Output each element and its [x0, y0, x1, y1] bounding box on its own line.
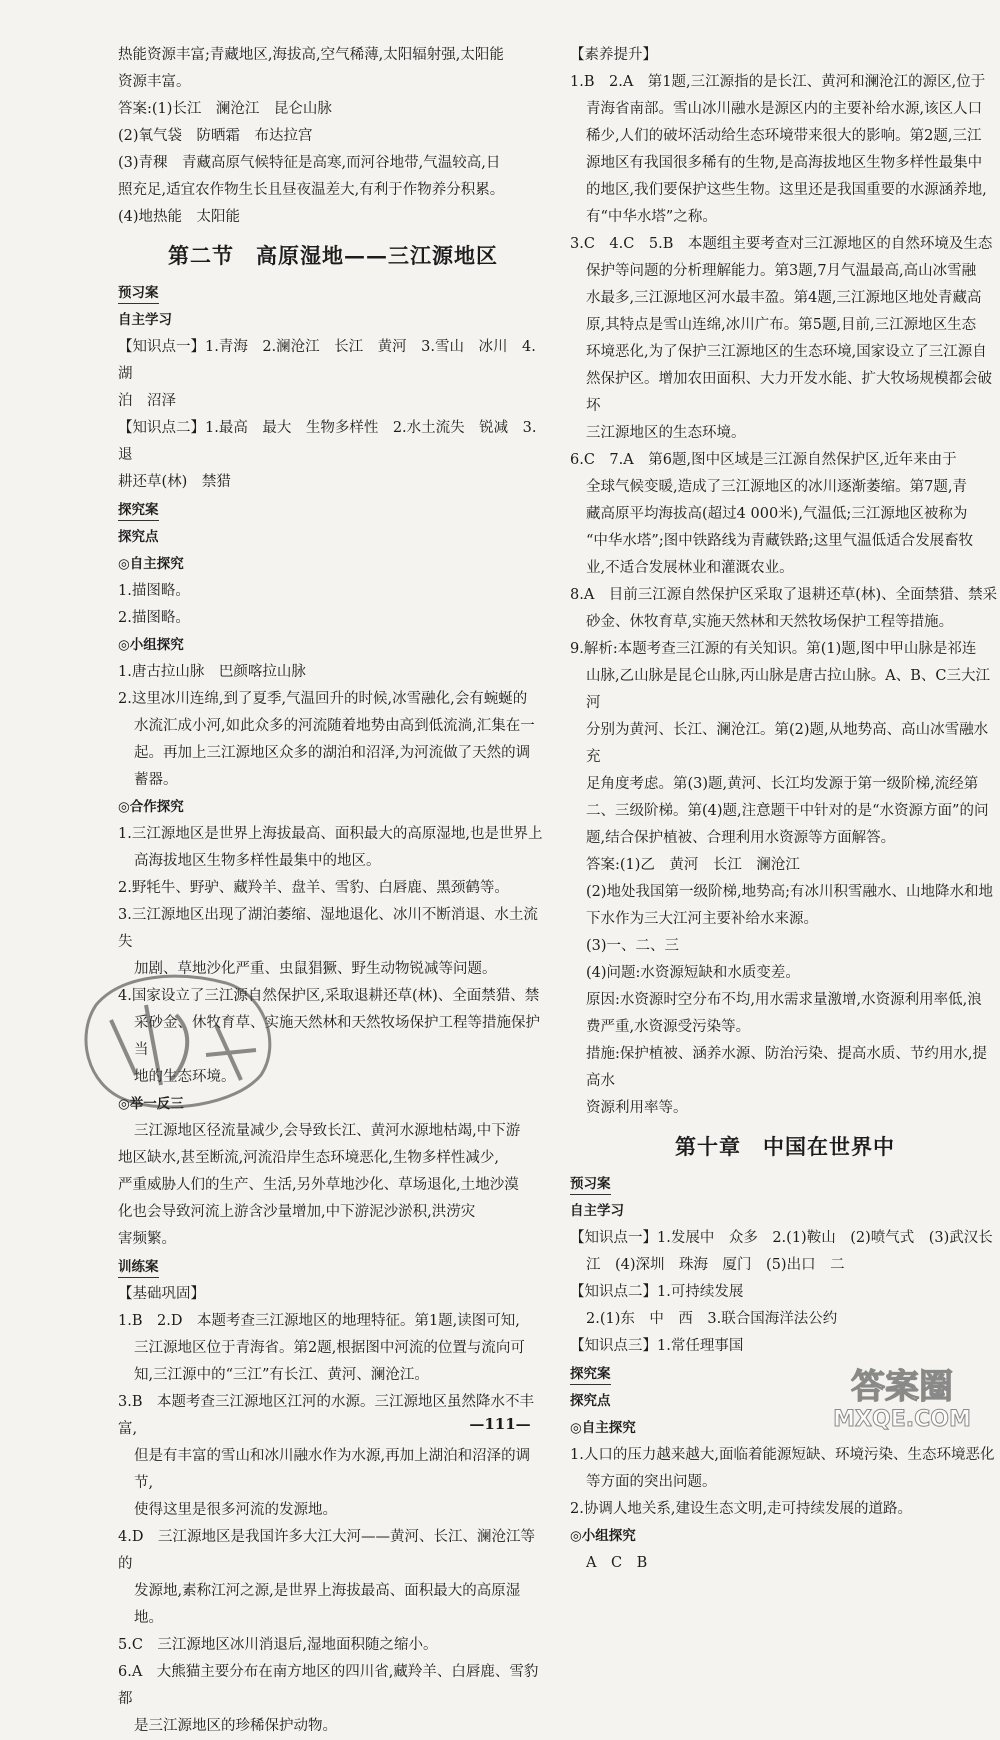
text-line: 1.B 2.A 第1题,三江源指的是长江、黄河和澜沧江的源区,位于: [570, 74, 986, 90]
text-line: 然保护区。增加农田面积、大力开发水能、扩大牧场规模都会破坏: [586, 371, 992, 414]
section-heading: 第二节 高原湿地——三江源地区: [168, 243, 498, 268]
text-line: 照充足,适宜农作物生长且昼夜温差大,有利于作物养分积累。: [118, 182, 505, 198]
left-column: [118, 42, 548, 1740]
exercise-heading: ◎举一反三: [118, 1096, 184, 1112]
text-line: 水最多,三江源地区河水最丰盈。第4题,三江源地区地处青藏高: [586, 290, 982, 306]
text-line: 害频繁。: [118, 1231, 176, 1247]
text-line: 3.C 4.C 5.B 本题组主要考查对三江源地区的自然环境及生态: [570, 236, 993, 252]
section-tag: 探究案: [118, 500, 159, 521]
text-line: “中华水塔”;图中铁路线为青藏铁路;这里气温低适合发展畜牧: [586, 533, 974, 549]
text-line: 知,三江源中的“三江”有长江、黄河、澜沧江。: [134, 1367, 429, 1383]
text-line: 答案:(1)乙 黄河 长江 澜沧江: [586, 857, 800, 873]
text-line: 【知识点一】1.发展中 众多 2.(1)鞍山 (2)喷气式 (3)武汉长: [570, 1230, 993, 1246]
text-line: 砂金、休牧育草,实施天然林和天然牧场保护工程等措施。: [586, 614, 954, 630]
text-line: 等方面的突出问题。: [586, 1474, 717, 1490]
text-line: 二、三级阶梯。第(4)题,注意题干中针对的是“水资源方面”的问: [586, 803, 989, 819]
text-line: 费严重,水资源受污染等。: [586, 1019, 751, 1035]
text-line: 1.描图略。: [118, 583, 190, 599]
text-line: 发源地,素称江河之源,是世界上海拔最高、面积最大的高原湿地。: [134, 1583, 521, 1626]
text-line: 资源丰富。: [118, 74, 191, 90]
text-line: 水流汇成小河,如此众多的河流随着地势由高到低流淌,汇集在一: [134, 718, 535, 734]
exercise-heading: ◎自主探究: [570, 1420, 636, 1436]
text-line: 6.A 大熊猫主要分布在南方地区的四川省,藏羚羊、白唇鹿、雪豹都: [118, 1664, 539, 1707]
text-line: 的地区,我们要保护这些生物。这里还是我国重要的水源涵养地,: [586, 182, 987, 198]
text-line: 源地区有我国很多稀有的生物,是高海拔地区生物多样性最集中: [586, 155, 983, 171]
text-line: 原因:水资源时空分布不均,用水需求量激增,水资源利用率低,浪: [586, 992, 982, 1008]
text-line: 资源利用率等。: [586, 1100, 688, 1116]
text-line: 化也会导致河流上游含沙量增加,中下游泥沙淤积,洪涝灾: [118, 1204, 476, 1220]
text-line: 使得这里是很多河流的发源地。: [134, 1502, 337, 1518]
section-tag: 探究案: [570, 1364, 611, 1385]
text-line: 5.C 三江源地区冰川消退后,湿地面积随之缩小。: [118, 1637, 438, 1653]
text-line: (4)地热能 太阳能: [118, 209, 241, 225]
text-line: (3)一、二、三: [586, 938, 680, 954]
stamp-image: [66, 965, 286, 1115]
text-line: 采砂金、休牧育草、实施天然林和天然牧场保护工程等措施保护当: [134, 1015, 540, 1058]
text-line: 下水作为三大江河主要补给水来源。: [586, 911, 818, 927]
text-line: 2.描图略。: [118, 610, 190, 626]
text-line: 2.这里冰川连绵,到了夏季,气温回升的时候,冰雪融化,会有蜿蜒的: [118, 691, 528, 707]
text-line: 2.(1)东 中 西 3.联合国海洋法公约: [586, 1311, 838, 1327]
text-line: 三江源地区位于青海省。第2题,根据图中河流的位置与流向可: [134, 1340, 525, 1356]
text-line: 8.A 目前三江源自然保护区采取了退耕还草(林)、全面禁猎、禁采: [570, 587, 998, 603]
text-line: 6.C 7.A 第6题,图中区域是三江源自然保护区,近年来由于: [570, 452, 957, 468]
text-line: 9.解析:本题考查三江源的有关知识。第(1)题,图中甲山脉是祁连: [570, 641, 977, 657]
subsection-label: 自主学习: [570, 1203, 624, 1219]
text-line: (2)氧气袋 防晒霜 布达拉宫: [118, 128, 313, 144]
text-line: 1.B 2.D 本题考查三江源地区的地理特征。第1题,读图可知,: [118, 1313, 520, 1329]
text-line: 2.协调人地关系,建设生态文明,走可持续发展的道路。: [570, 1501, 913, 1517]
text-line: 青海省南部。雪山冰川融水是源区内的主要补给水源,该区人口: [586, 101, 983, 117]
text-line: 题,结合保护植被、合理利用水资源等方面解答。: [586, 830, 896, 846]
text-line: (2)地处我国第一级阶梯,地势高;有冰川积雪融水、山地降水和地: [586, 884, 994, 900]
text-line: 原,其特点是雪山连绵,冰川广布。第5题,目前,三江源地区生态: [586, 317, 977, 333]
text-line: 3.B 本题考查三江源地区江河的水源。三江源地区虽然降水不丰富,: [118, 1394, 534, 1437]
section-tag: 预习案: [118, 283, 159, 304]
text-line: 泊 沼泽: [118, 393, 176, 409]
subsection-label: 探究点: [118, 529, 159, 545]
text-line: 江 (4)深圳 珠海 厦门 (5)出口 二: [586, 1257, 845, 1273]
text-line: 严重威胁人们的生产、生活,另外草地沙化、草场退化,土地沙漠: [118, 1177, 519, 1193]
exercise-heading: ◎合作探究: [118, 799, 184, 815]
text-line: 高海拔地区生物多样性最集中的地区。: [134, 853, 381, 869]
text-line: 地的生态环境。: [134, 1069, 236, 1085]
text-line: 地区缺水,甚至断流,河流沿岸生态环境恶化,生物多样性减少,: [118, 1150, 499, 1166]
text-line: 稀少,人们的破坏活动给生态环境带来很大的影响。第2题,三江: [586, 128, 982, 144]
text-line: 【素养提升】: [570, 47, 657, 63]
text-line: 但是有丰富的雪山和冰川融水作为水源,再加上湖泊和沼泽的调节,: [134, 1448, 531, 1491]
text-line: 措施:保护植被、涵养水源、防治污染、提高水质、节约用水,提高水: [586, 1046, 987, 1089]
text-line: 分别为黄河、长江、澜沧江。第(2)题,从地势高、高山冰雪融水充: [586, 722, 989, 765]
text-line: 【知识点一】1.青海 2.澜沧江 长江 黄河 3.雪山 冰川 4.湖: [118, 339, 536, 382]
text-line: 【知识点三】1.常任理事国: [570, 1338, 744, 1354]
text-line: 环境恶化,为了保护三江源地区的生态环境,国家设立了三江源自: [586, 344, 987, 360]
text-line: 3.三江源地区出现了湖泊萎缩、湿地退化、冰川不断消退、水土流失: [118, 907, 538, 950]
exercise-heading: ◎小组探究: [570, 1528, 636, 1544]
subsection-label: 自主学习: [118, 312, 172, 328]
text-line: 加剧、草地沙化严重、虫鼠猖獗、野生动物锐减等问题。: [134, 961, 497, 977]
text-line: 【知识点二】1.最高 最大 生物多样性 2.水土流失 锐减 3.退: [118, 420, 537, 463]
text-line: 业,不适合发展林业和灌溉农业。: [586, 560, 794, 576]
exercise-heading: ◎自主探究: [118, 556, 184, 572]
text-line: 4.国家设立了三江源自然保护区,采取退耕还草(林)、全面禁猎、禁: [118, 988, 540, 1004]
subsection-label: 探究点: [570, 1393, 611, 1409]
text-line: 保护等问题的分析理解能力。第3题,7月气温最高,高山冰雪融: [586, 263, 977, 279]
text-line: 热能资源丰富;青藏地区,海拔高,空气稀薄,太阳辐射强,太阳能: [118, 47, 504, 63]
svg-text:MXQE.COM: MXQE.COM: [833, 1407, 971, 1432]
text-line: 全球气候变暖,造成了三江源地区的冰川逐渐萎缩。第7题,青: [586, 479, 967, 495]
text-line: 1.三江源地区是世界上海拔最高、面积最大的高原湿地,也是世界上: [118, 826, 543, 842]
text-line: A C B: [586, 1555, 648, 1571]
text-line: 2.野牦牛、野驴、藏羚羊、盘羊、雪豹、白唇鹿、黑颈鹤等。: [118, 880, 509, 896]
text-line: 答案:(1)长江 澜沧江 昆仑山脉: [118, 101, 332, 117]
section-tag: 训练案: [118, 1257, 159, 1278]
section-tag: 预习案: [570, 1174, 611, 1195]
text-line: 藏高原平均海拔高(超过4 000米),气温低;三江源地区被称为: [586, 506, 968, 522]
text-line: (4)问题:水资源短缺和水质变差。: [586, 965, 800, 981]
text-line: 有“中华水塔”之称。: [586, 209, 717, 225]
text-line: 1.唐古拉山脉 巴颜喀拉山脉: [118, 664, 306, 680]
text-line: 蓄器。: [134, 772, 178, 788]
text-line: 足角度考虑。第(3)题,黄河、长江均发源于第一级阶梯,流经第: [586, 776, 979, 792]
text-line: 是三江源地区的珍稀保护动物。: [134, 1718, 337, 1734]
text-line: 【知识点二】1.可持续发展: [570, 1284, 744, 1300]
text-line: 三江源地区的生态环境。: [586, 425, 746, 441]
text-line: (3)青稞 青藏高原气候特征是高寒,而河谷地带,气温较高,日: [118, 155, 501, 171]
svg-text:答案圈: 答案圈: [851, 1367, 953, 1407]
right-column: [570, 42, 1000, 1577]
text-line: 1.人口的压力越来越大,面临着能源短缺、环境污染、生态环境恶化: [570, 1447, 995, 1463]
page-number: —111—: [469, 1415, 531, 1433]
text-line: 山脉,乙山脉是昆仑山脉,丙山脉是唐古拉山脉。A、B、C三大江河: [586, 668, 990, 711]
text-line: 起。再加上三江源地区众多的湖泊和沼泽,为河流做了天然的调: [134, 745, 531, 761]
text-line: 耕还草(林) 禁猎: [118, 474, 231, 490]
text-line: 4.D 三江源地区是我国许多大江大河——黄河、长江、澜沧江等的: [118, 1529, 535, 1572]
text-line: 三江源地区径流量减少,会导致长江、黄河水源地枯竭,中下游: [134, 1123, 521, 1139]
text-line: 【基础巩固】: [118, 1286, 205, 1302]
section-heading: 第十章 中国在世界中: [675, 1134, 895, 1159]
exercise-heading: ◎小组探究: [118, 637, 184, 653]
